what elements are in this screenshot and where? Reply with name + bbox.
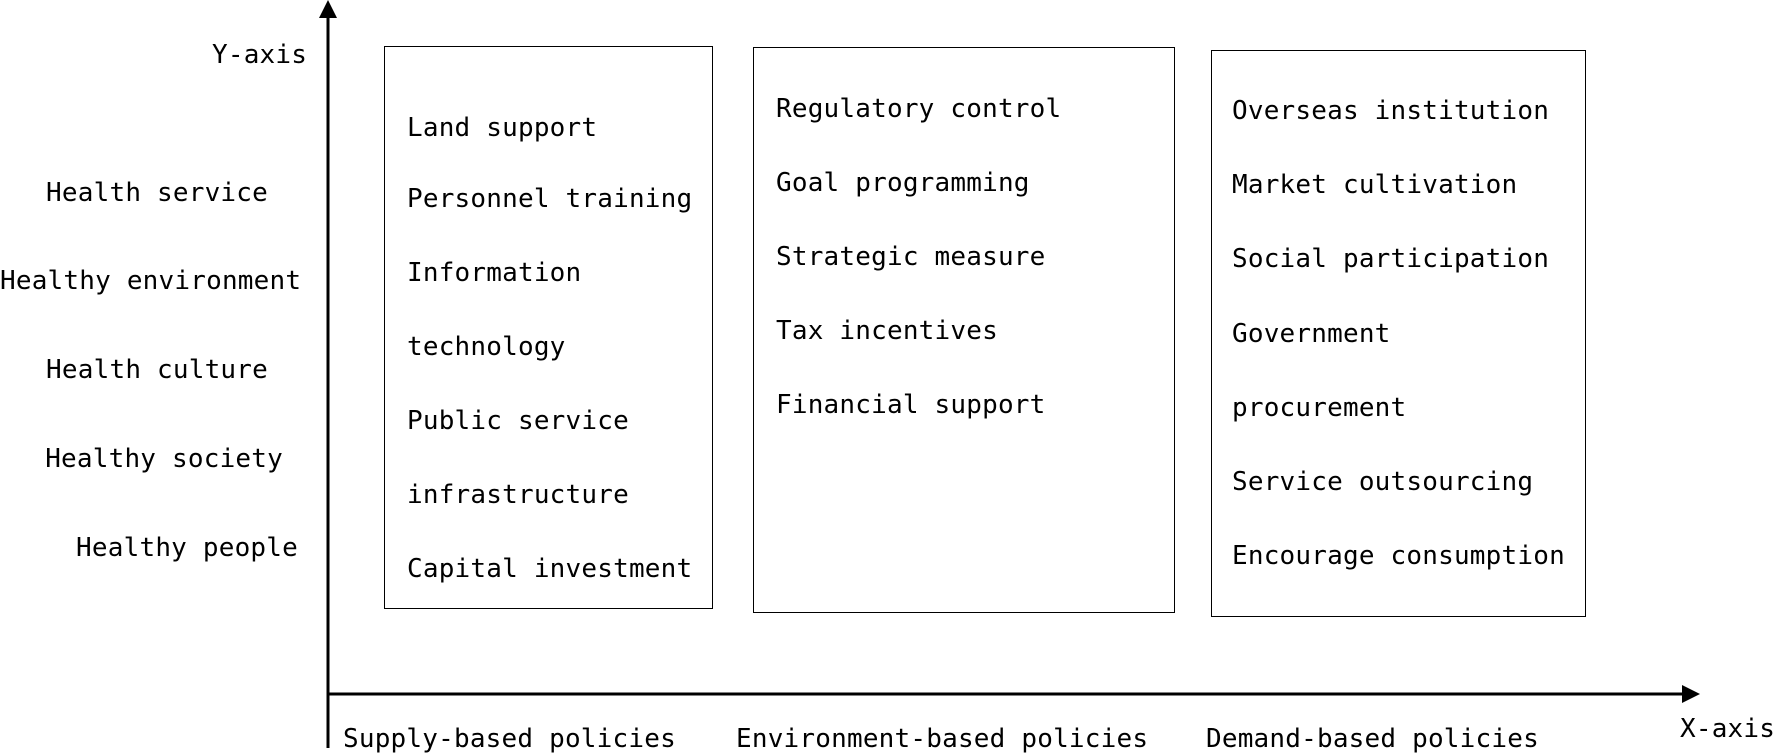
supply-policies-box [384,46,713,609]
y-axis-title: Y-axis [212,40,308,70]
box-item: Public service [407,406,629,436]
box-item: Strategic measure [776,242,1046,272]
box-item: Tax incentives [776,316,998,346]
box-item: Service outsourcing [1232,467,1534,497]
box-item: Information [407,258,582,288]
box-item: technology [407,332,566,362]
box-item: Personnel training [407,184,693,214]
y-axis-arrow [319,0,337,18]
y-category-healthy-people: Healthy people [76,533,298,563]
box-item: Social participation [1232,244,1550,274]
x-axis-arrow [1682,685,1700,703]
box-item: procurement [1232,393,1407,423]
box-item: Financial support [776,390,1046,420]
y-category-health-culture: Health culture [46,355,268,385]
box-item: Goal programming [776,168,1030,198]
box-item: Encourage consumption [1232,541,1565,571]
box-item: Capital investment [407,554,693,584]
y-category-health-service: Health service [46,178,268,208]
box-item: Regulatory control [776,94,1062,124]
environment-policies-box [753,47,1175,613]
box-item: Government [1232,319,1391,349]
demand-policies-box [1211,50,1586,617]
box-item: Land support [407,113,598,143]
box-item: Market cultivation [1232,170,1518,200]
y-category-healthy-environment: Healthy environment [0,266,302,296]
x-axis-title: X-axis [1680,714,1775,744]
y-category-healthy-society: Healthy society [45,444,283,474]
x-category-demand: Demand-based policies [1206,724,1539,754]
x-category-supply: Supply-based policies [343,724,676,754]
box-item: Overseas institution [1232,96,1550,126]
x-category-environment: Environment-based policies [736,724,1149,754]
box-item: infrastructure [407,480,629,510]
